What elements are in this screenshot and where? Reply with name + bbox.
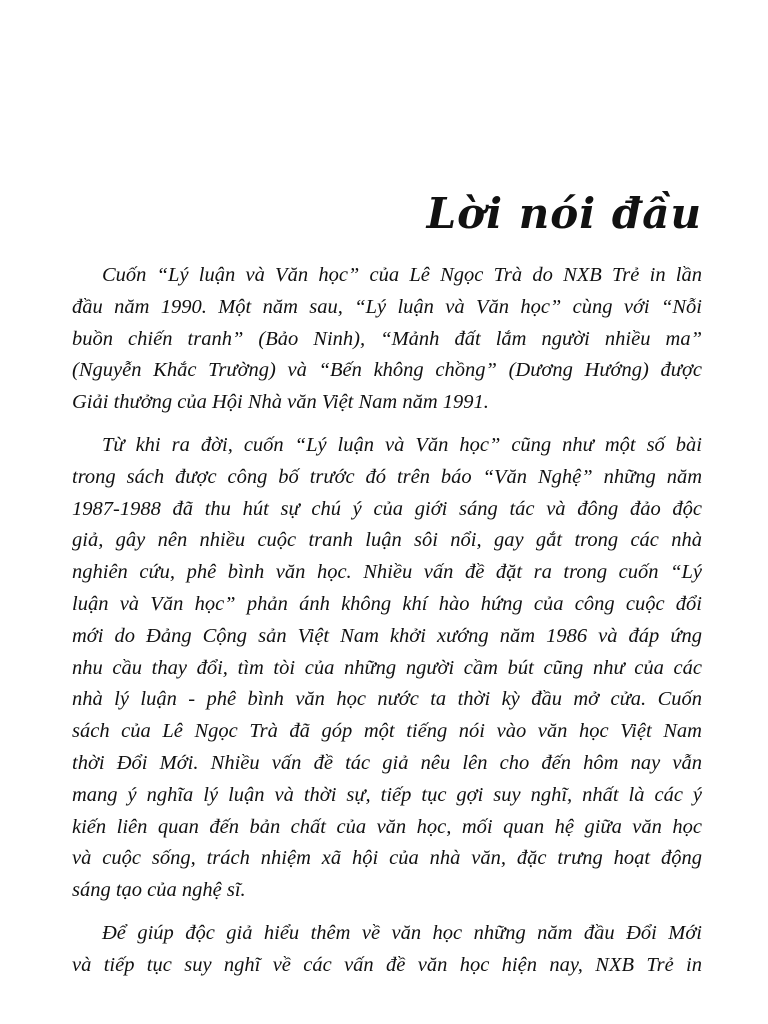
text-line: đầu năm 1990. Một năm sau, “Lý luận và Văn học” cùng với “Nỗi [72, 295, 702, 318]
page-title: Lời nói đầu [426, 189, 702, 238]
text-line: và cuộc sống, trách nhiệm xã hội của nhà văn, đặc trưng hoạt động [72, 847, 702, 870]
text-line: 1987-1988 đã thu hút sự chú ý của giới sáng tác và đông đảo độc [72, 497, 702, 520]
paragraph-1 [72, 260, 702, 419]
text-line: Từ khi ra đời, cuốn “Lý luận và Văn học” cũng như một số bài [102, 433, 702, 456]
text-line: buồn chiến tranh” (Bảo Ninh), “Mảnh đất lắm người nhiều ma” [72, 327, 702, 350]
text-line: thời Đổi Mới. Nhiều vấn đề tác giả nêu lên cho đến hôm nay vẫn [72, 751, 702, 774]
text-line: sách của Lê Ngọc Trà đã góp một tiếng nói vào văn học Việt Nam [72, 720, 702, 743]
text-line: nhu cầu thay đổi, tìm tòi của những người cầm bút cũng như của các [72, 656, 702, 679]
text-line: kiến liên quan đến bản chất của văn học, mối quan hệ giữa văn học [72, 815, 702, 838]
text-line: sáng tạo của nghệ sĩ. [72, 879, 246, 902]
text-line: Giải thưởng của Hội Nhà văn Việt Nam năm 1991. [72, 391, 489, 414]
body-text [72, 260, 702, 993]
paragraph-3 [72, 918, 702, 982]
text-line: mới do Đảng Cộng sản Việt Nam khởi xướng năm 1986 và đáp ứng [72, 624, 702, 647]
text-line: (Nguyễn Khắc Trường) và “Bến không chồng” (Dương Hướng) được [72, 359, 702, 382]
text-line: Cuốn “Lý luận và Văn học” của Lê Ngọc Trà do NXB Trẻ in lần [102, 264, 702, 286]
text-line: trong sách được công bố trước đó trên báo “Văn Nghệ” những năm [72, 465, 702, 488]
text-line: luận và Văn học” phản ánh không khí hào hứng của công cuộc đổi [72, 592, 702, 615]
text-line: và tiếp tục suy nghĩ về các vấn đề văn học hiện nay, NXB Trẻ in [72, 953, 702, 976]
text-line: nhà lý luận - phê bình văn học nước ta thời kỳ đầu mở cửa. Cuốn [72, 688, 702, 711]
text-line: mang ý nghĩa lý luận và thời sự, tiếp tục gợi suy nghĩ, nhất là các ý [72, 783, 702, 806]
text-line: nghiên cứu, phê bình văn học. Nhiều vấn đề đặt ra trong cuốn “Lý [72, 561, 702, 584]
text-line: giả, gây nên nhiều cuộc tranh luận sôi nổi, gay gắt trong các nhà [72, 529, 702, 552]
text-line: Để giúp độc giả hiểu thêm về văn học những năm đầu Đổi Mới [102, 921, 702, 944]
paragraph-2 [72, 430, 702, 907]
